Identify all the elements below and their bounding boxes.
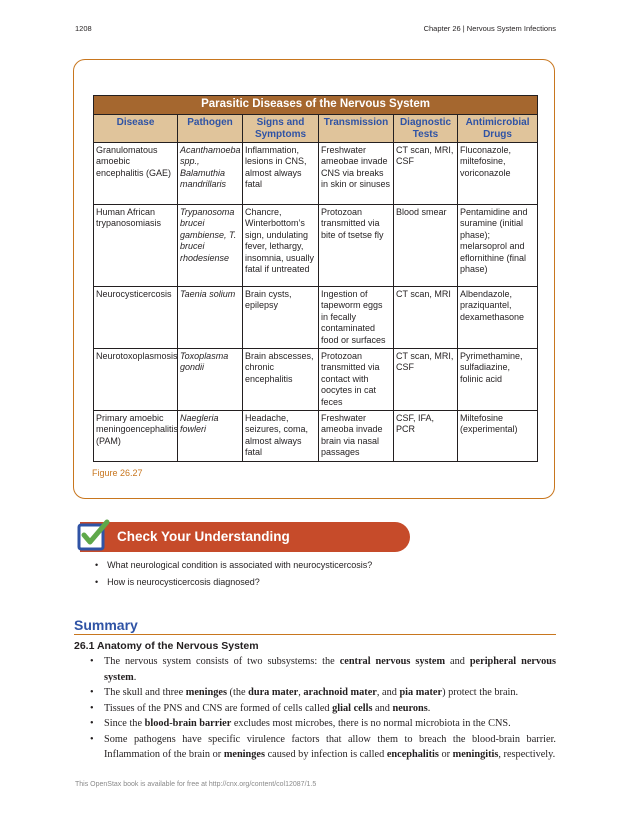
figure-caption: Figure 26.27 [92, 468, 143, 478]
checkmark-box-icon [77, 519, 110, 552]
table-cell: Headache, seizures, coma, almost always fatal [243, 411, 319, 462]
table-title: Parasitic Diseases of the Nervous System [94, 96, 538, 115]
table-cell: Freshwater ameoba invade brain via nasal passages [319, 411, 394, 462]
summary-divider [74, 634, 556, 635]
table-cell: Primary amoebic meningoencephalitis (PAM) [94, 411, 178, 462]
page-number: 1208 [75, 24, 92, 33]
table-cell: Freshwater ameobae invade CNS via breaks in skin or sinuses [319, 143, 394, 205]
footer-note: This OpenStax book is available for free at http://cnx.org/content/col12087/1.5 [75, 781, 317, 788]
table-cell: Ingestion of tapeworm eggs in fecally contaminated food or surfaces [319, 287, 394, 349]
table-cell: Fluconazole, miltefosine, voriconazole [458, 143, 538, 205]
table-row [94, 349, 538, 411]
column-header: Antimicrobial Drugs [458, 115, 538, 143]
table-cell: Pyrimethamine, sulfadiazine, folinic acid [458, 349, 538, 411]
table-cell: Acanthamoeba spp., Balamuthia mandrillaris [178, 143, 243, 205]
column-header: Transmission [319, 115, 394, 143]
summary-list [92, 654, 556, 763]
table-row [94, 287, 538, 349]
summary-heading: Summary [74, 617, 138, 633]
table-cell: Neurotoxoplasmosis [94, 349, 178, 411]
list-item: • Since the blood-brain barrier excludes most microbes, there is no normal microbiota in the CNS. [92, 716, 556, 732]
table-cell: Protozoan transmitted via contact with oocytes in cat feces [319, 349, 394, 411]
table-cell: Trypanosoma brucei gambiense, T. brucei rhodesiense [178, 205, 243, 287]
table-cell: CT scan, MRI, CSF [394, 349, 458, 411]
list-item: • Tissues of the PNS and CNS are formed of cells called glial cells and neurons. [92, 701, 556, 717]
check-understanding-list [95, 557, 372, 591]
table-row [94, 143, 538, 205]
column-header: Pathogen [178, 115, 243, 143]
table-cell: Granulomatous amoebic encephalitis (GAE) [94, 143, 178, 205]
table-cell: Pentamidine and suramine (initial phase); melarsoprol and eflornithine (final phase) [458, 205, 538, 287]
parasitic-diseases-table [93, 95, 538, 462]
list-item: • The nervous system consists of two subsystems: the central nervous system and peripheral nervous system. [92, 654, 556, 685]
table-cell: Blood smear [394, 205, 458, 287]
table-cell: CT scan, MRI [394, 287, 458, 349]
table-cell: Neurocysticercosis [94, 287, 178, 349]
table-cell: Naegleria fowleri [178, 411, 243, 462]
column-header: Diagnostic Tests [394, 115, 458, 143]
section-heading: 26.1 Anatomy of the Nervous System [74, 640, 259, 652]
column-header: Disease [94, 115, 178, 143]
table-cell: Protozoan transmitted via bite of tsetse fly [319, 205, 394, 287]
list-item: • Some pathogens have specific virulence factors that allow them to breach the blood-brain barrier. Inflammation of the brain or meninges caused by infection is called encephalitis or meningitis, respectively. [92, 732, 556, 763]
table-cell: Chancre, Winterbottom’s sign, undulating fever, lethargy, insomnia, usually fatal if untreated [243, 205, 319, 287]
table-cell: Inflammation, lesions in CNS, almost always fatal [243, 143, 319, 205]
list-item: • How is neurocysticercosis diagnosed? [95, 574, 372, 591]
table-row [94, 411, 538, 462]
column-header: Signs and Symptoms [243, 115, 319, 143]
table-cell: Toxoplasma gondii [178, 349, 243, 411]
table-cell: Albendazole, praziquantel, dexamethasone [458, 287, 538, 349]
running-header: Chapter 26 | Nervous System Infections [423, 24, 556, 33]
table-cell: Brain abscesses, chronic encephalitis [243, 349, 319, 411]
table-cell: Taenia solium [178, 287, 243, 349]
table-cell: Human African trypanosomiasis [94, 205, 178, 287]
table-row [94, 205, 538, 287]
table-cell: CT scan, MRI, CSF [394, 143, 458, 205]
check-understanding-title: Check Your Understanding [117, 529, 290, 544]
list-item: • The skull and three meninges (the dura mater, arachnoid mater, and pia mater) protect the brain. [92, 685, 556, 701]
table-cell: Miltefosine (experimental) [458, 411, 538, 462]
list-item: • What neurological condition is associated with neurocysticercosis? [95, 557, 372, 574]
table-cell: Brain cysts, epilepsy [243, 287, 319, 349]
table-cell: CSF, IFA, PCR [394, 411, 458, 462]
